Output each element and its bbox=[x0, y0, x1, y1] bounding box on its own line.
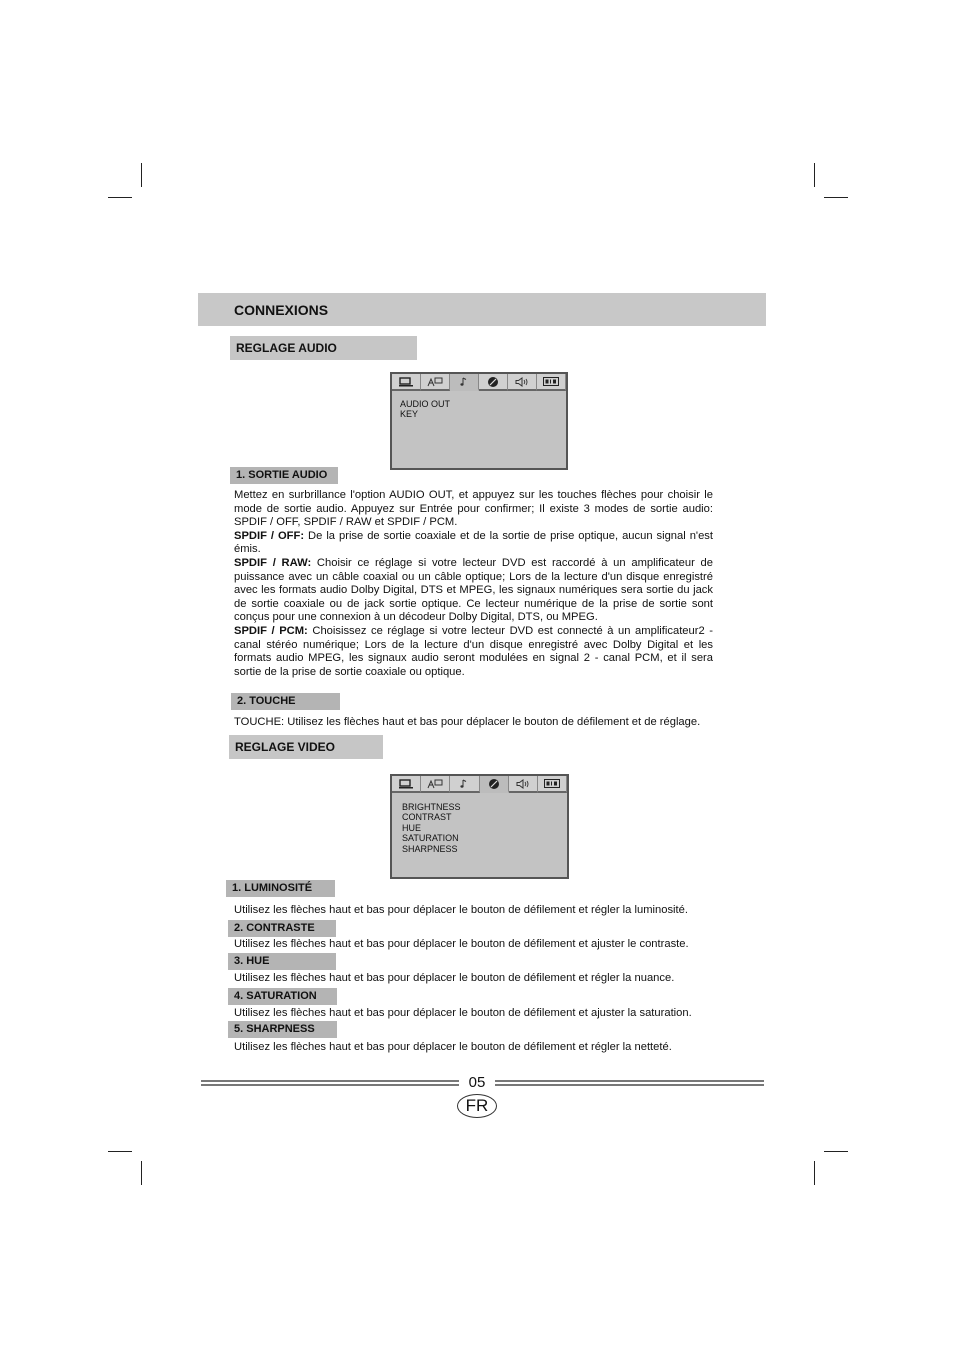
video-heading: REGLAGE VIDEO bbox=[229, 735, 383, 759]
sharpness-label: 5. SHARPNESS bbox=[228, 1021, 337, 1038]
tab-system[interactable] bbox=[392, 374, 421, 391]
audio-osd-menu bbox=[390, 372, 568, 470]
contraste-label: 2. CONTRASTE bbox=[228, 920, 336, 937]
crop-mark bbox=[141, 163, 142, 187]
spdif-pcm-term: SPDIF / PCM: bbox=[234, 624, 308, 637]
language-badge: FR bbox=[457, 1094, 497, 1118]
system-icon bbox=[399, 779, 413, 789]
footer-rule-right bbox=[495, 1080, 764, 1087]
section-header bbox=[198, 293, 766, 326]
digital-icon bbox=[543, 377, 559, 386]
osd-item[interactable]: AUDIO OUT bbox=[400, 399, 451, 409]
audio-icon bbox=[459, 779, 469, 789]
crop-mark bbox=[824, 1151, 848, 1152]
tab-digital[interactable] bbox=[538, 776, 567, 793]
spdif-off-text: De la prise de sortie coaxiale et de la sortie de prise optique, aucun signal n'est émis. bbox=[234, 529, 713, 556]
tab-audio[interactable] bbox=[450, 776, 479, 793]
language-icon bbox=[427, 779, 443, 789]
contraste-text: Utilisez les flèches haut et bas pour déplacer le bouton de défilement et ajuster le contraste. bbox=[234, 938, 689, 950]
video-osd-menu bbox=[390, 774, 569, 879]
crop-mark bbox=[141, 1161, 142, 1185]
osd-item[interactable]: CONTRAST bbox=[402, 812, 452, 823]
system-icon bbox=[399, 377, 413, 387]
crop-mark bbox=[108, 197, 132, 198]
section-title: CONNEXIONS bbox=[234, 302, 329, 318]
tab-system[interactable] bbox=[392, 776, 421, 793]
video-icon bbox=[488, 778, 500, 790]
spdif-off-term: SPDIF / OFF: bbox=[234, 529, 305, 542]
speaker-icon bbox=[516, 779, 530, 789]
tab-language[interactable] bbox=[421, 776, 450, 793]
osd-items bbox=[400, 399, 450, 420]
sharpness-text: Utilisez les flèches haut et bas pour déplacer le bouton de défilement et régler la netteté. bbox=[234, 1041, 672, 1053]
hue-text: Utilisez les flèches haut et bas pour déplacer le bouton de défilement et régler la nuance. bbox=[234, 972, 675, 984]
saturation-label: 4. SATURATION bbox=[228, 988, 337, 1005]
sortie-audio-paragraph bbox=[234, 489, 713, 679]
crop-mark bbox=[108, 1151, 132, 1152]
tab-video[interactable] bbox=[480, 776, 509, 793]
footer-rule-left bbox=[201, 1080, 459, 1087]
tab-language[interactable] bbox=[421, 374, 450, 391]
video-icon bbox=[487, 376, 499, 388]
digital-icon bbox=[544, 779, 560, 788]
tab-digital[interactable] bbox=[537, 374, 566, 391]
saturation-text: Utilisez les flèches haut et bas pour déplacer le bouton de défilement et ajuster la saturation. bbox=[234, 1007, 692, 1019]
touche-text: TOUCHE: Utilisez les flèches haut et bas pour déplacer le bouton de défilement et de réglage. bbox=[234, 716, 701, 728]
osd-item[interactable]: SHARPNESS bbox=[402, 843, 458, 854]
osd-tabs bbox=[392, 776, 567, 793]
speaker-icon bbox=[515, 377, 529, 387]
sortie-audio-label: 1. SORTIE AUDIO bbox=[230, 467, 338, 484]
osd-items bbox=[402, 802, 461, 854]
spdif-pcm-text: Choisissez ce réglage si votre lecteur DVD est connecté à un amplificateur2 - canal stéréo numérique; Lors de la lecture d'un disque enregistré avec Dolby Digital et les formats audio MPEG, les signaux audio seront modulées en signal 2 - canal PCM, et il sera sortie de la prise de sortie coaxiale ou optique. bbox=[234, 624, 713, 678]
sortie-intro: Mettez en surbrillance l'option AUDIO OUT, et appuyez sur les touches flèches pour choisir le mode de sortie audio. Appuyez sur Entrée pour confirmer; Il existe 3 modes de sortie audio: SPDIF / OFF, SPDIF / RAW et SPDIF / PCM. bbox=[234, 489, 713, 529]
osd-item[interactable]: BRIGHTNESS bbox=[402, 802, 461, 812]
crop-mark bbox=[824, 197, 848, 198]
hue-label: 3. HUE bbox=[228, 953, 336, 970]
tab-video[interactable] bbox=[479, 374, 508, 391]
audio-heading: REGLAGE AUDIO bbox=[230, 336, 417, 360]
tab-speaker[interactable] bbox=[508, 374, 537, 391]
crop-mark bbox=[814, 163, 815, 187]
crop-mark bbox=[814, 1161, 815, 1185]
osd-item[interactable]: HUE bbox=[402, 822, 422, 833]
osd-item[interactable]: KEY bbox=[400, 409, 419, 420]
page-number: 05 bbox=[468, 1074, 486, 1091]
audio-icon bbox=[459, 377, 469, 387]
osd-tabs bbox=[392, 374, 566, 391]
osd-item[interactable]: SATURATION bbox=[402, 833, 459, 844]
luminosite-text: Utilisez les flèches haut et bas pour déplacer le bouton de défilement et régler la luminosité. bbox=[234, 904, 688, 916]
luminosite-label: 1. LUMINOSITÉ bbox=[226, 880, 335, 897]
spdif-raw-text: Choisir ce réglage si votre lecteur DVD est raccordé à un amplificateur de puissance avec un câble coaxial ou un câble optique; Lors de la lecture d'un disque enregistré avec les formats audio Dolby Digital, DTS et MPEG, les signaux numériques sera sortie du jack de sortie coaxiale ou de jack sortie optique. Ce lecteur numérique de la prise de sortie sont conçus pour une connexion à un décodeur Dolby Digital, DTS, ou MPEG. bbox=[234, 556, 713, 624]
spdif-raw-term: SPDIF / RAW: bbox=[234, 556, 312, 569]
tab-speaker[interactable] bbox=[509, 776, 538, 793]
language-icon bbox=[427, 377, 443, 387]
touche-label: 2. TOUCHE bbox=[231, 693, 340, 710]
tab-audio[interactable] bbox=[450, 374, 479, 391]
